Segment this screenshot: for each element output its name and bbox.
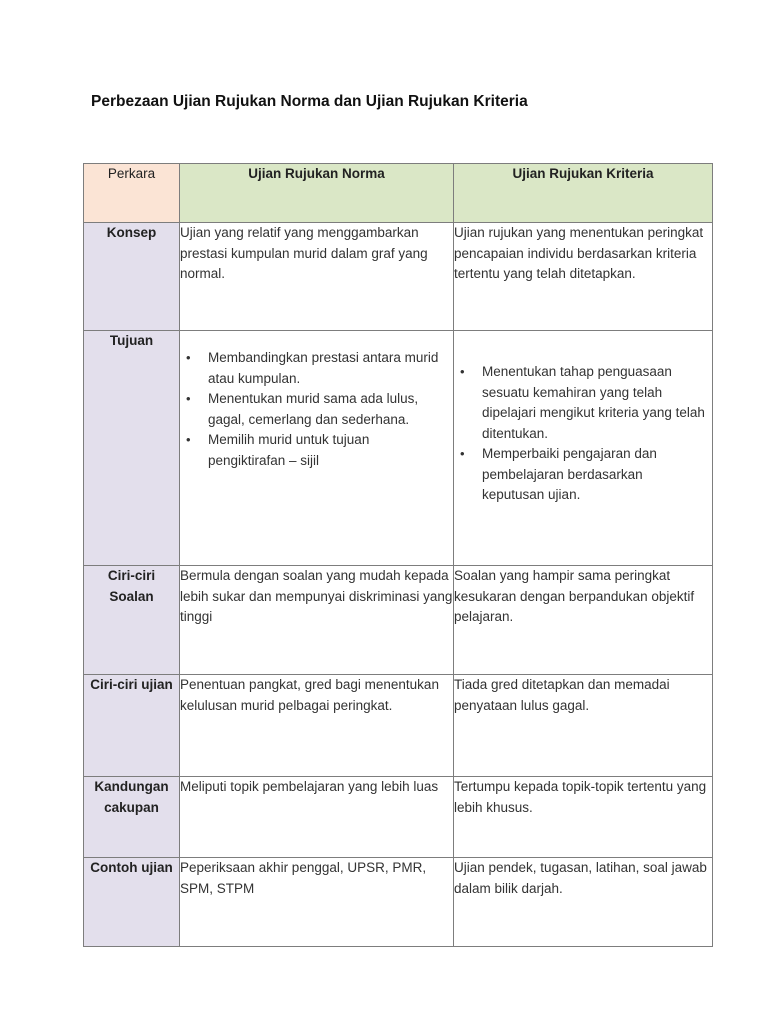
table-header-row	[84, 164, 713, 223]
kriteria-cell: Ujian pendek, tugasan, latihan, soal jawab dalam bilik darjah.	[454, 858, 713, 947]
table-row	[84, 566, 713, 675]
table-row	[84, 858, 713, 947]
norma-cell: Peperiksaan akhir penggal, UPSR, PMR, SPM, STPM	[180, 858, 454, 947]
kriteria-cell	[454, 331, 713, 566]
bullet-list	[180, 348, 447, 471]
row-label: Ciri-ciri ujian	[84, 675, 180, 777]
kriteria-cell: Ujian rujukan yang menentukan peringkat pencapaian individu berdasarkan kriteria tertentu yang telah ditetapkan.	[454, 223, 713, 331]
list-item: • Membandingkan prestasi antara murid atau kumpulan.	[208, 348, 447, 389]
norma-cell: Ujian yang relatif yang menggambarkan prestasi kumpulan murid dalam graf yang normal.	[180, 223, 454, 331]
header-kriteria: Ujian Rujukan Kriteria	[454, 164, 713, 223]
norma-cell	[180, 331, 454, 566]
page-title: Perbezaan Ujian Rujukan Norma dan Ujian Rujukan Kriteria	[91, 93, 528, 110]
row-label: Konsep	[84, 223, 180, 331]
list-item: • Menentukan tahap penguasaan sesuatu kemahiran yang telah dipelajari mengikut kriteria yang telah ditentukan.	[482, 362, 706, 444]
list-item: • Menentukan murid sama ada lulus, gagal, cemerlang dan sederhana.	[208, 389, 447, 430]
kriteria-cell: Soalan yang hampir sama peringkat kesukaran dengan berpandukan objektif pelajaran.	[454, 566, 713, 675]
norma-cell: Meliputi topik pembelajaran yang lebih luas	[180, 777, 454, 858]
table-row	[84, 777, 713, 858]
list-item: • Memperbaiki pengajaran dan pembelajaran berdasarkan keputusan ujian.	[482, 444, 706, 506]
norma-cell: Bermula dengan soalan yang mudah kepada lebih sukar dan mempunyai diskriminasi yang tinggi	[180, 566, 454, 675]
norma-cell: Penentuan pangkat, gred bagi menentukan kelulusan murid pelbagai peringkat.	[180, 675, 454, 777]
row-label: Kandungan cakupan	[84, 777, 180, 858]
list-item: • Memilih murid untuk tujuan pengiktirafan – sijil	[208, 430, 447, 471]
kriteria-cell: Tertumpu kepada topik-topik tertentu yang lebih khusus.	[454, 777, 713, 858]
row-label: Ciri-ciri Soalan	[84, 566, 180, 675]
table-row	[84, 675, 713, 777]
bullet-list	[454, 362, 706, 506]
table-row	[84, 223, 713, 331]
header-norma: Ujian Rujukan Norma	[180, 164, 454, 223]
kriteria-cell: Tiada gred ditetapkan dan memadai penyataan lulus gagal.	[454, 675, 713, 777]
row-label: Contoh ujian	[84, 858, 180, 947]
comparison-table	[83, 163, 713, 947]
header-perkara: Perkara	[84, 164, 180, 223]
row-label: Tujuan	[84, 331, 180, 566]
table-row	[84, 331, 713, 566]
